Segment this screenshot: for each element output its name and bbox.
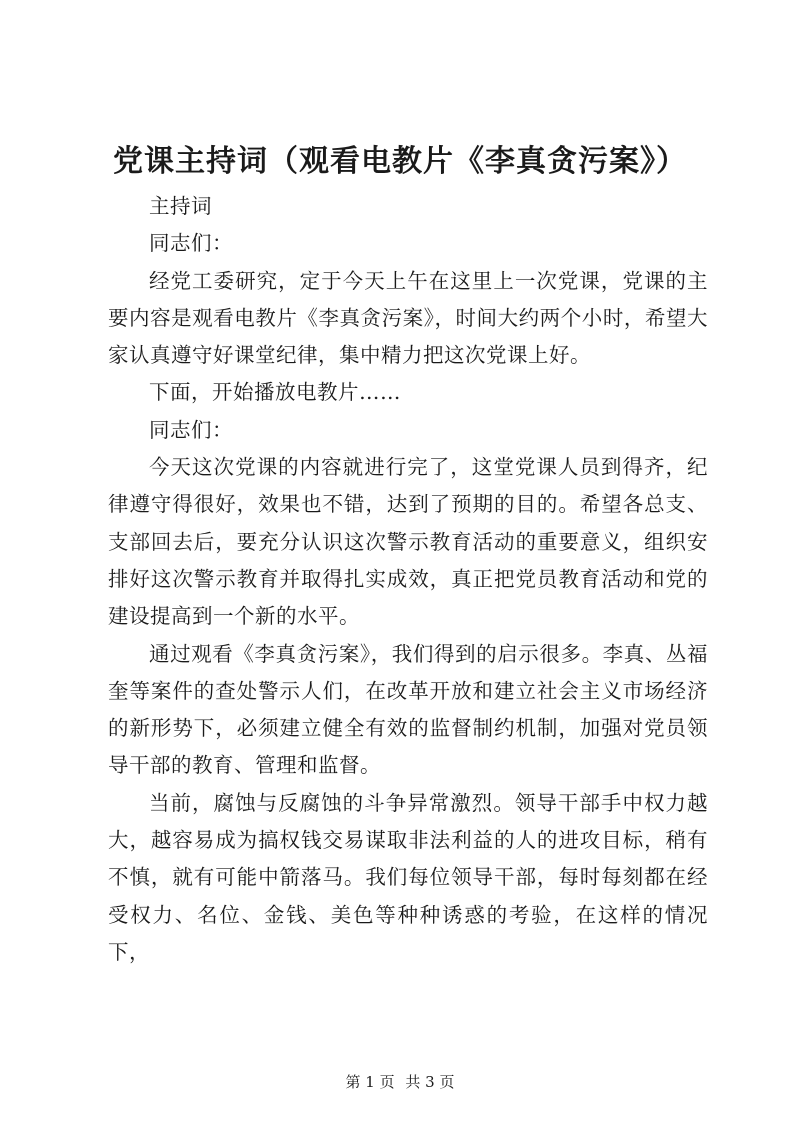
document-title: 党课主持词（观看电教片《李真贪污案》） <box>113 144 687 179</box>
page-number: 第 1 页 <box>345 1073 395 1091</box>
document-body <box>108 188 708 971</box>
paragraph: 当前，腐蚀与反腐蚀的斗争异常激烈。领导干部手中权力越大，越容易成为搞权钱交易谋取非法利益的人的进攻目标，稍有不慎，就有可能中箭落马。我们每位领导干部，每时每刻都在经受权力、名位、金钱、美色等种种诱惑的考验，在这样的情况下， <box>108 790 708 964</box>
paragraph: 经党工委研究，定于今天上午在这里上一次党课，党课的主要内容是观看电教片《李真贪污案》，时间大约两个小时，希望大家认真遵守好课堂纪律，集中精力把这次党课上好。 <box>108 268 708 368</box>
paragraph-greeting: 同志们： <box>149 417 233 442</box>
paragraph-heading: 主持词 <box>149 194 212 218</box>
paragraph: 下面，开始播放电教片…… <box>149 380 401 405</box>
paragraph-greeting: 同志们： <box>149 231 233 256</box>
page-total: 共 3 页 <box>405 1073 455 1091</box>
paragraph: 通过观看《李真贪污案》，我们得到的启示很多。李真、丛福奎等案件的查处警示人们，在改革开放和建立社会主义市场经济的新形势下，必须建立健全有效的监督制约机制，加强对党员领导干部的教育、管理和监督。 <box>108 641 708 778</box>
page-footer <box>0 1072 800 1092</box>
paragraph: 今天这次党课的内容就进行完了，这堂党课人员到得齐，纪律遵守得很好，效果也不错，达到了预期的目的。希望各总支、支部回去后，要充分认识这次警示教育活动的重要意义，组织安排好这次警示教育并取得扎实成效，真正把党员教育活动和党的建设提高到一个新的水平。 <box>108 455 708 629</box>
